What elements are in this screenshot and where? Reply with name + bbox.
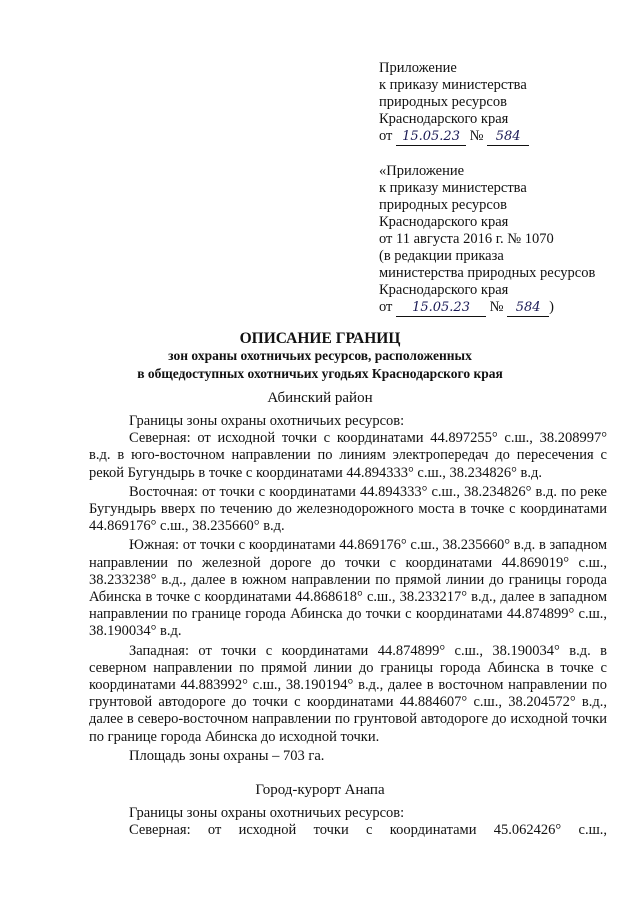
handwritten-date: 15.05.23 [396, 300, 486, 317]
appendix-header-current [379, 60, 529, 146]
paragraph-south: Южная: от точки с координатами 44.869176° с.ш., 38.235660° в.д. в западном направлении по железной дороге до точки с координатами 44.869019° с.ш., 38.233238° в.д., далее в южном направлении по прямой линии до границы города Абинска в точке с координатами 44.868618° с.ш., 38.233217° в.д., далее в западном направлении по границе города Абинска до точки с координатами 44.874899° с.ш., 38.190034° в.д. [89, 537, 607, 640]
district-heading: Город-курорт Анапа [255, 782, 385, 798]
appendix-line: Приложение [379, 60, 457, 76]
paragraph-east: Восточная: от точки с координатами 44.894333° с.ш., 38.234826° в.д. по реке Бугундырь вверх по течению до железнодорожного моста в точке с координатами 44.869176° с.ш., 38.235660° в.д. [89, 483, 607, 535]
appendix-line: министерства природных ресурсов [379, 265, 596, 281]
appendix-line: к приказу министерства [379, 180, 527, 196]
paragraph-north: Северная: от исходной точки с координатами 45.062426° с.ш., [129, 822, 607, 839]
appendix-line: Краснодарского края [379, 111, 509, 127]
section-body [89, 413, 607, 765]
district-heading: Абинский район [267, 390, 373, 406]
date-prefix: от [379, 299, 393, 315]
paragraph-intro: Границы зоны охраны охотничьих ресурсов: [129, 805, 405, 821]
appendix-line: природных ресурсов [379, 197, 507, 213]
paragraph-area: Площадь зоны охраны – 703 га. [129, 747, 325, 764]
appendix-line: Краснодарского края [379, 282, 509, 298]
section-body [89, 805, 607, 839]
appendix-line: природных ресурсов [379, 94, 507, 110]
handwritten-number: 584 [487, 129, 529, 146]
number-prefix: № [489, 299, 504, 315]
closing-paren: ) [549, 299, 554, 315]
paragraph-west: Западная: от точки с координатами 44.874899° с.ш., 38.190034° в.д. в северном направлении по прямой линии до границы города Абинска в точке с координатами 44.883992° с.ш., 38.190194° в.д., далее в восточном направлении по грунтовой автодороге до точки с координатами 44.884607° с.ш., 38.204572° в.д., далее в северо-восточном направлении по грунтовой автодороге до исходной точки по границе города Абинска до исходной точки. [89, 642, 607, 745]
date-prefix: от [379, 128, 393, 144]
appendix-line: к приказу министерства [379, 77, 527, 93]
appendix-line: Краснодарского края [379, 214, 509, 230]
appendix-header-original [379, 163, 595, 317]
document-subtitle: зон охраны охотничьих ресурсов, расположенных [168, 348, 472, 363]
document-title: ОПИСАНИЕ ГРАНИЦ [239, 330, 401, 347]
document-subtitle: в общедоступных охотничьих угодьях Краснодарского края [137, 366, 503, 381]
appendix-line: «Приложение [379, 163, 465, 179]
paragraph-intro: Границы зоны охраны охотничьих ресурсов: [129, 413, 405, 429]
appendix-line: (в редакции приказа [379, 248, 504, 264]
paragraph-north: Северная: от исходной точки с координатами 44.897255° с.ш., 38.208997° в.д. в юго-восточном направлении по линиям электропередач до пересечения с рекой Бугундырь в точке с координатами 44.894333° с.ш., 38.234826° в.д. [89, 430, 607, 481]
appendix-line: от 11 августа 2016 г. № 1070 [379, 231, 554, 247]
number-prefix: № [469, 128, 484, 144]
handwritten-number: 584 [507, 300, 549, 317]
handwritten-date: 15.05.23 [396, 129, 466, 146]
appendix-date-line [379, 299, 595, 317]
appendix-date-line [379, 128, 529, 146]
